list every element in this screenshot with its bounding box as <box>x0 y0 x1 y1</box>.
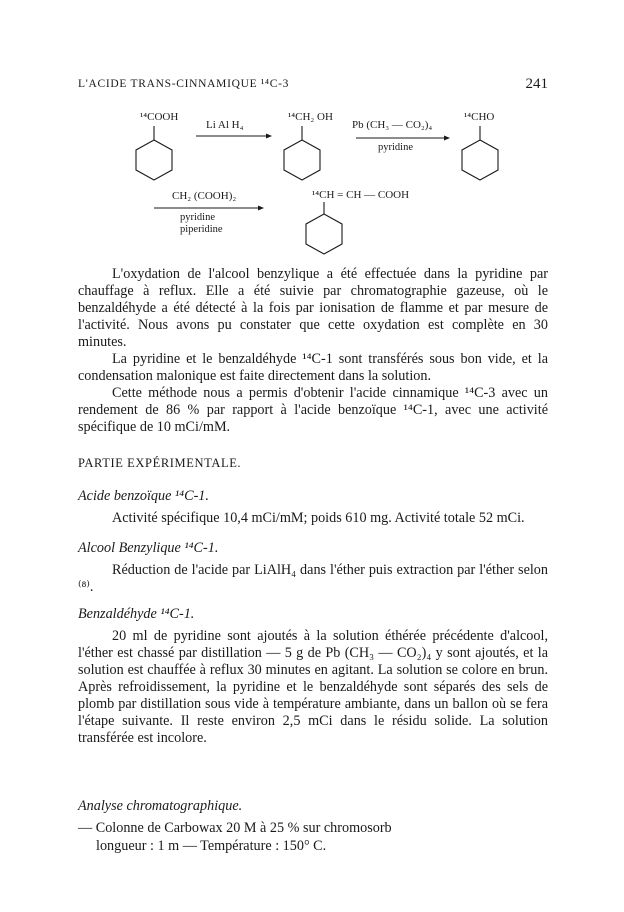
benzene-ring-1 <box>136 140 172 180</box>
reagent-pyridine-2: pyridine <box>180 212 215 223</box>
analysis-line-1: — Colonne de Carbowax 20 M à 25 % sur chromosorb <box>78 820 392 836</box>
reaction-scheme <box>60 104 560 264</box>
reagent-malonic-acid: CH₂ (COOH)₂ <box>172 190 237 202</box>
reagent-lead-tetraacetate: Pb (CH₃ — CO₂)₄ <box>352 119 433 131</box>
page-header <box>78 78 548 98</box>
reaction-scheme-drawing <box>60 104 560 264</box>
page-number: 241 <box>525 76 548 92</box>
alcohol-text: Réduction de l'acide par LiAlH₄ dans l'éther puis extraction par l'éther selon ⁽⁸⁾. <box>78 562 548 595</box>
reagent-piperidine: piperidine <box>180 224 223 235</box>
paragraph-yield: Cette méthode nous a permis d'obtenir l'acide cinnamique ¹⁴C-3 avec un rendement de 86 % par rapport à l'acide benzoïque ¹⁴C-1, avec une activité spécifique de 10 mCi/mM. <box>78 385 548 435</box>
benzene-ring-3 <box>462 140 498 180</box>
cooh-label: ¹⁴COOH <box>140 111 179 123</box>
ch2oh-label: ¹⁴CH₂ OH <box>288 111 333 123</box>
aldehyde-text: 20 ml de pyridine sont ajoutés à la solution éthérée précédente d'alcool, l'éther est chassé par distillation — 5 g de Pb (CH₃ — CO₂)₄ y sont ajoutés, et la solution est chauffée à reflux 30 minutes en agitant. La solution se colore en brun. Après refroidissement, la pyridine et le benzaldéhyde sont séparés des sels de plomb par distillation sous vide à température ambiante, dans un ballon où se fera l'étape suivante. Il reste environ 2,5 mCi dans le résidu solide. La solution transférée est incolore. <box>78 628 548 746</box>
aldehyde-heading: Benzaldéhyde ¹⁴C-1. <box>78 606 195 622</box>
aldehyde-section <box>78 628 548 747</box>
reagent-pyridine: pyridine <box>378 142 413 153</box>
paragraph-oxidation: L'oxydation de l'alcool benzylique a été effectuée dans la pyridine par chauffage à reflux. Elle a été suivie par chromatographie gazeuse, où le benzaldéhyde a été détecté à la fois par ionisation de flamme et par mesure de l'activité. Nous avons pu constater que cette oxydation est complète en 30 minutes. <box>78 266 548 350</box>
running-title: L'ACIDE TRANS-CINNAMIQUE ¹⁴C-3 <box>78 78 290 90</box>
benzene-ring-4 <box>306 214 342 254</box>
reagent-lialh4: Li Al H₄ <box>206 119 244 131</box>
product-label: ¹⁴CH = CH — COOH <box>312 189 410 201</box>
cho-label: ¹⁴CHO <box>464 111 495 123</box>
benzene-ring-2 <box>284 140 320 180</box>
benzoic-section <box>78 510 548 527</box>
analysis-line-2: longueur : 1 m — Température : 150° C. <box>96 838 327 854</box>
benzoic-heading: Acide benzoïque ¹⁴C-1. <box>78 488 209 504</box>
section-heading: PARTIE EXPÉRIMENTALE. <box>78 456 242 470</box>
intro-paragraphs <box>78 266 548 436</box>
alcohol-section <box>78 562 548 596</box>
analysis-heading: Analyse chromatographique. <box>78 798 243 814</box>
benzoic-text: Activité spécifique 10,4 mCi/mM; poids 610 mg. Activité totale 52 mCi. <box>112 510 525 526</box>
alcohol-heading: Alcool Benzylique ¹⁴C-1. <box>78 540 219 556</box>
paragraph-transfer: La pyridine et le benzaldéhyde ¹⁴C-1 sont transférés sous bon vide, et la condensation malonique est faite directement dans la solution. <box>78 351 548 384</box>
